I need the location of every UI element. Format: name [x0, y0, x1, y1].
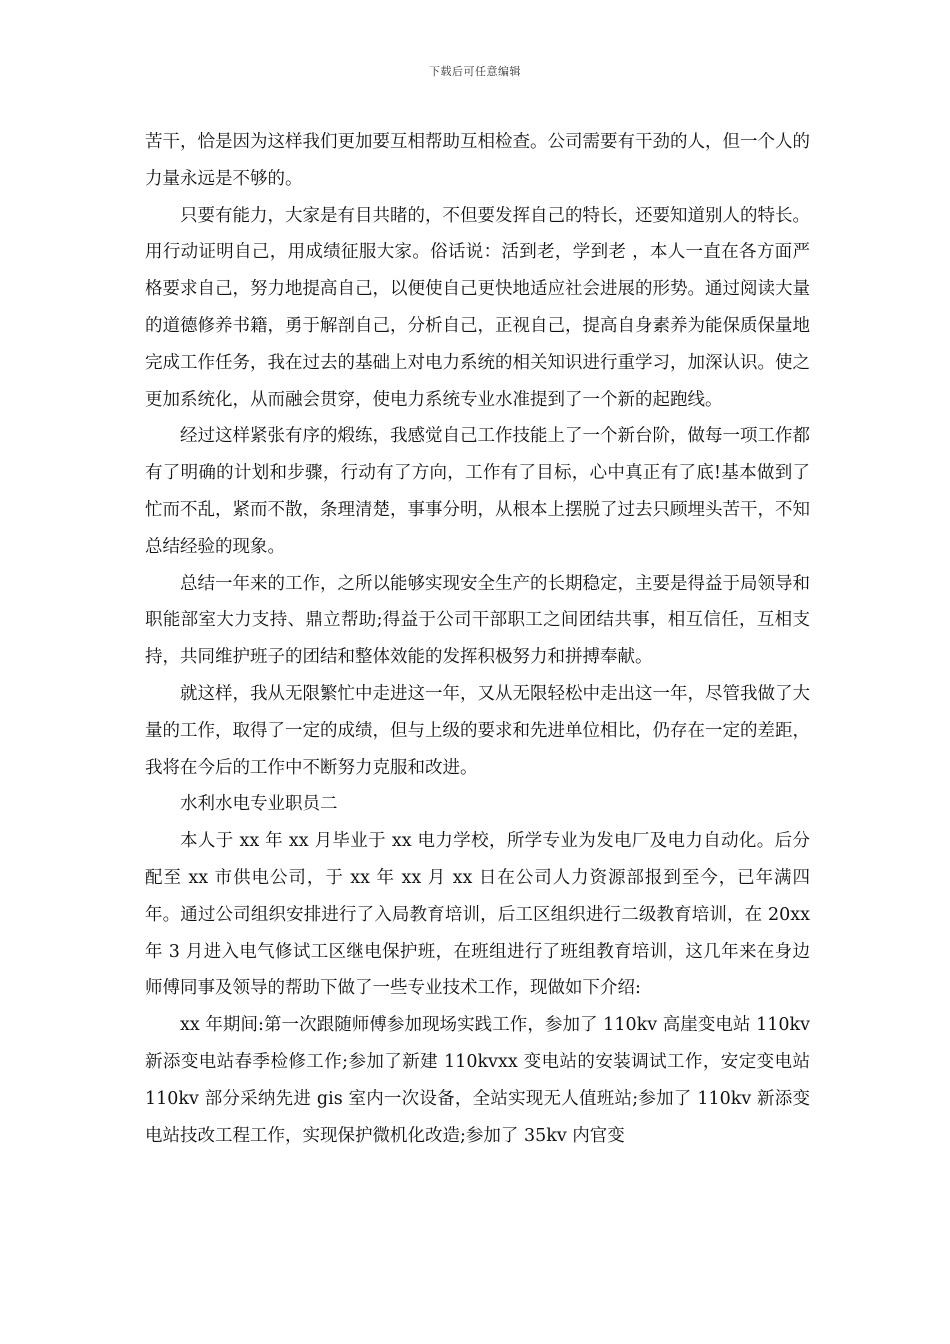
document-body	[145, 124, 810, 1154]
paragraph: xx 年期间:第一次跟随师傅参加现场实践工作，参加了 110kv 高崖变电站 110kv 新添变电站春季检修工作;参加了新建 110kvxx 变电站的安装调试工作，安定变电站 110kv 部分采纳先进 gis 室内一次设备，全站实现无人值班站;参加了 110kv 新添变电站技改工程工作，实现保护微机化改造;参加了 35kv 内官变	[145, 1015, 810, 1146]
paragraph: 总结一年来的工作，之所以能够实现安全生产的长期稳定，主要是得益于局领导和职能部室大力支持、鼎立帮助;得益于公司干部职工之间团结共事，相互信任，互相支持，共同维护班子的团结和整体效能的发挥积极努力和拼搏奉献。	[145, 573, 810, 668]
paragraph: 只要有能力，大家是有目共睹的，不但要发挥自己的特长，还要知道别人的特长。用行动证明自己，用成绩征服大家。俗话说：活到老，学到老 ，本人一直在各方面严格要求自己，努力地提高自己，以便使自己更快地适应社会进展的形势。通过阅读大量的道德修养书籍，勇于解剖自己，分析自己，正视自己，提高自身素养为能保质保量地完成工作任务，我在过去的基础上对电力系统的相关知识进行重学习，加深认识。使之更加系统化，从而融会贯穿，使电力系统专业水准提到了一个新的起跑线。	[145, 205, 810, 410]
paragraph: 经过这样紧张有序的煅练，我感觉自己工作技能上了一个新台阶，做每一项工作都有了明确的计划和步骤，行动有了方向，工作有了目标，心中真正有了底!基本做到了忙而不乱，紧而不散，条理清楚，事事分明，从根本上摆脱了过去只顾埋头苦干，不知总结经验的现象。	[145, 426, 810, 557]
paragraph: 就这样，我从无限繁忙中走进这一年，又从无限轻松中走出这一年，尽管我做了大量的工作，取得了一定的成绩，但与上级的要求和先进单位相比，仍存在一定的差距，我将在今后的工作中不断努力克服和改进。	[145, 683, 810, 778]
paragraph: 苦干，恰是因为这样我们更加要互相帮助互相检查。公司需要有干劲的人，但一个人的力量永远是不够的。	[145, 132, 810, 189]
paragraph: 本人于 xx 年 xx 月毕业于 xx 电力学校，所学专业为发电厂及电力自动化。后分配至 xx 市供电公司，于 xx 年 xx 月 xx 日在公司人力资源部报到至今，已年满四年。通过公司组织安排进行了入局教育培训，后工区组织进行二级教育培训，在 20xx 年 3 月进入电气修试工区继电保护班，在班组进行了班组教育培训，这几年来在身边师傅同事及领导的帮助下做了一些专业技术工作，现做如下介绍:	[145, 831, 810, 999]
page-header: 下载后可任意编辑	[429, 65, 521, 78]
section-heading: 水利水电专业职员二	[180, 794, 338, 815]
